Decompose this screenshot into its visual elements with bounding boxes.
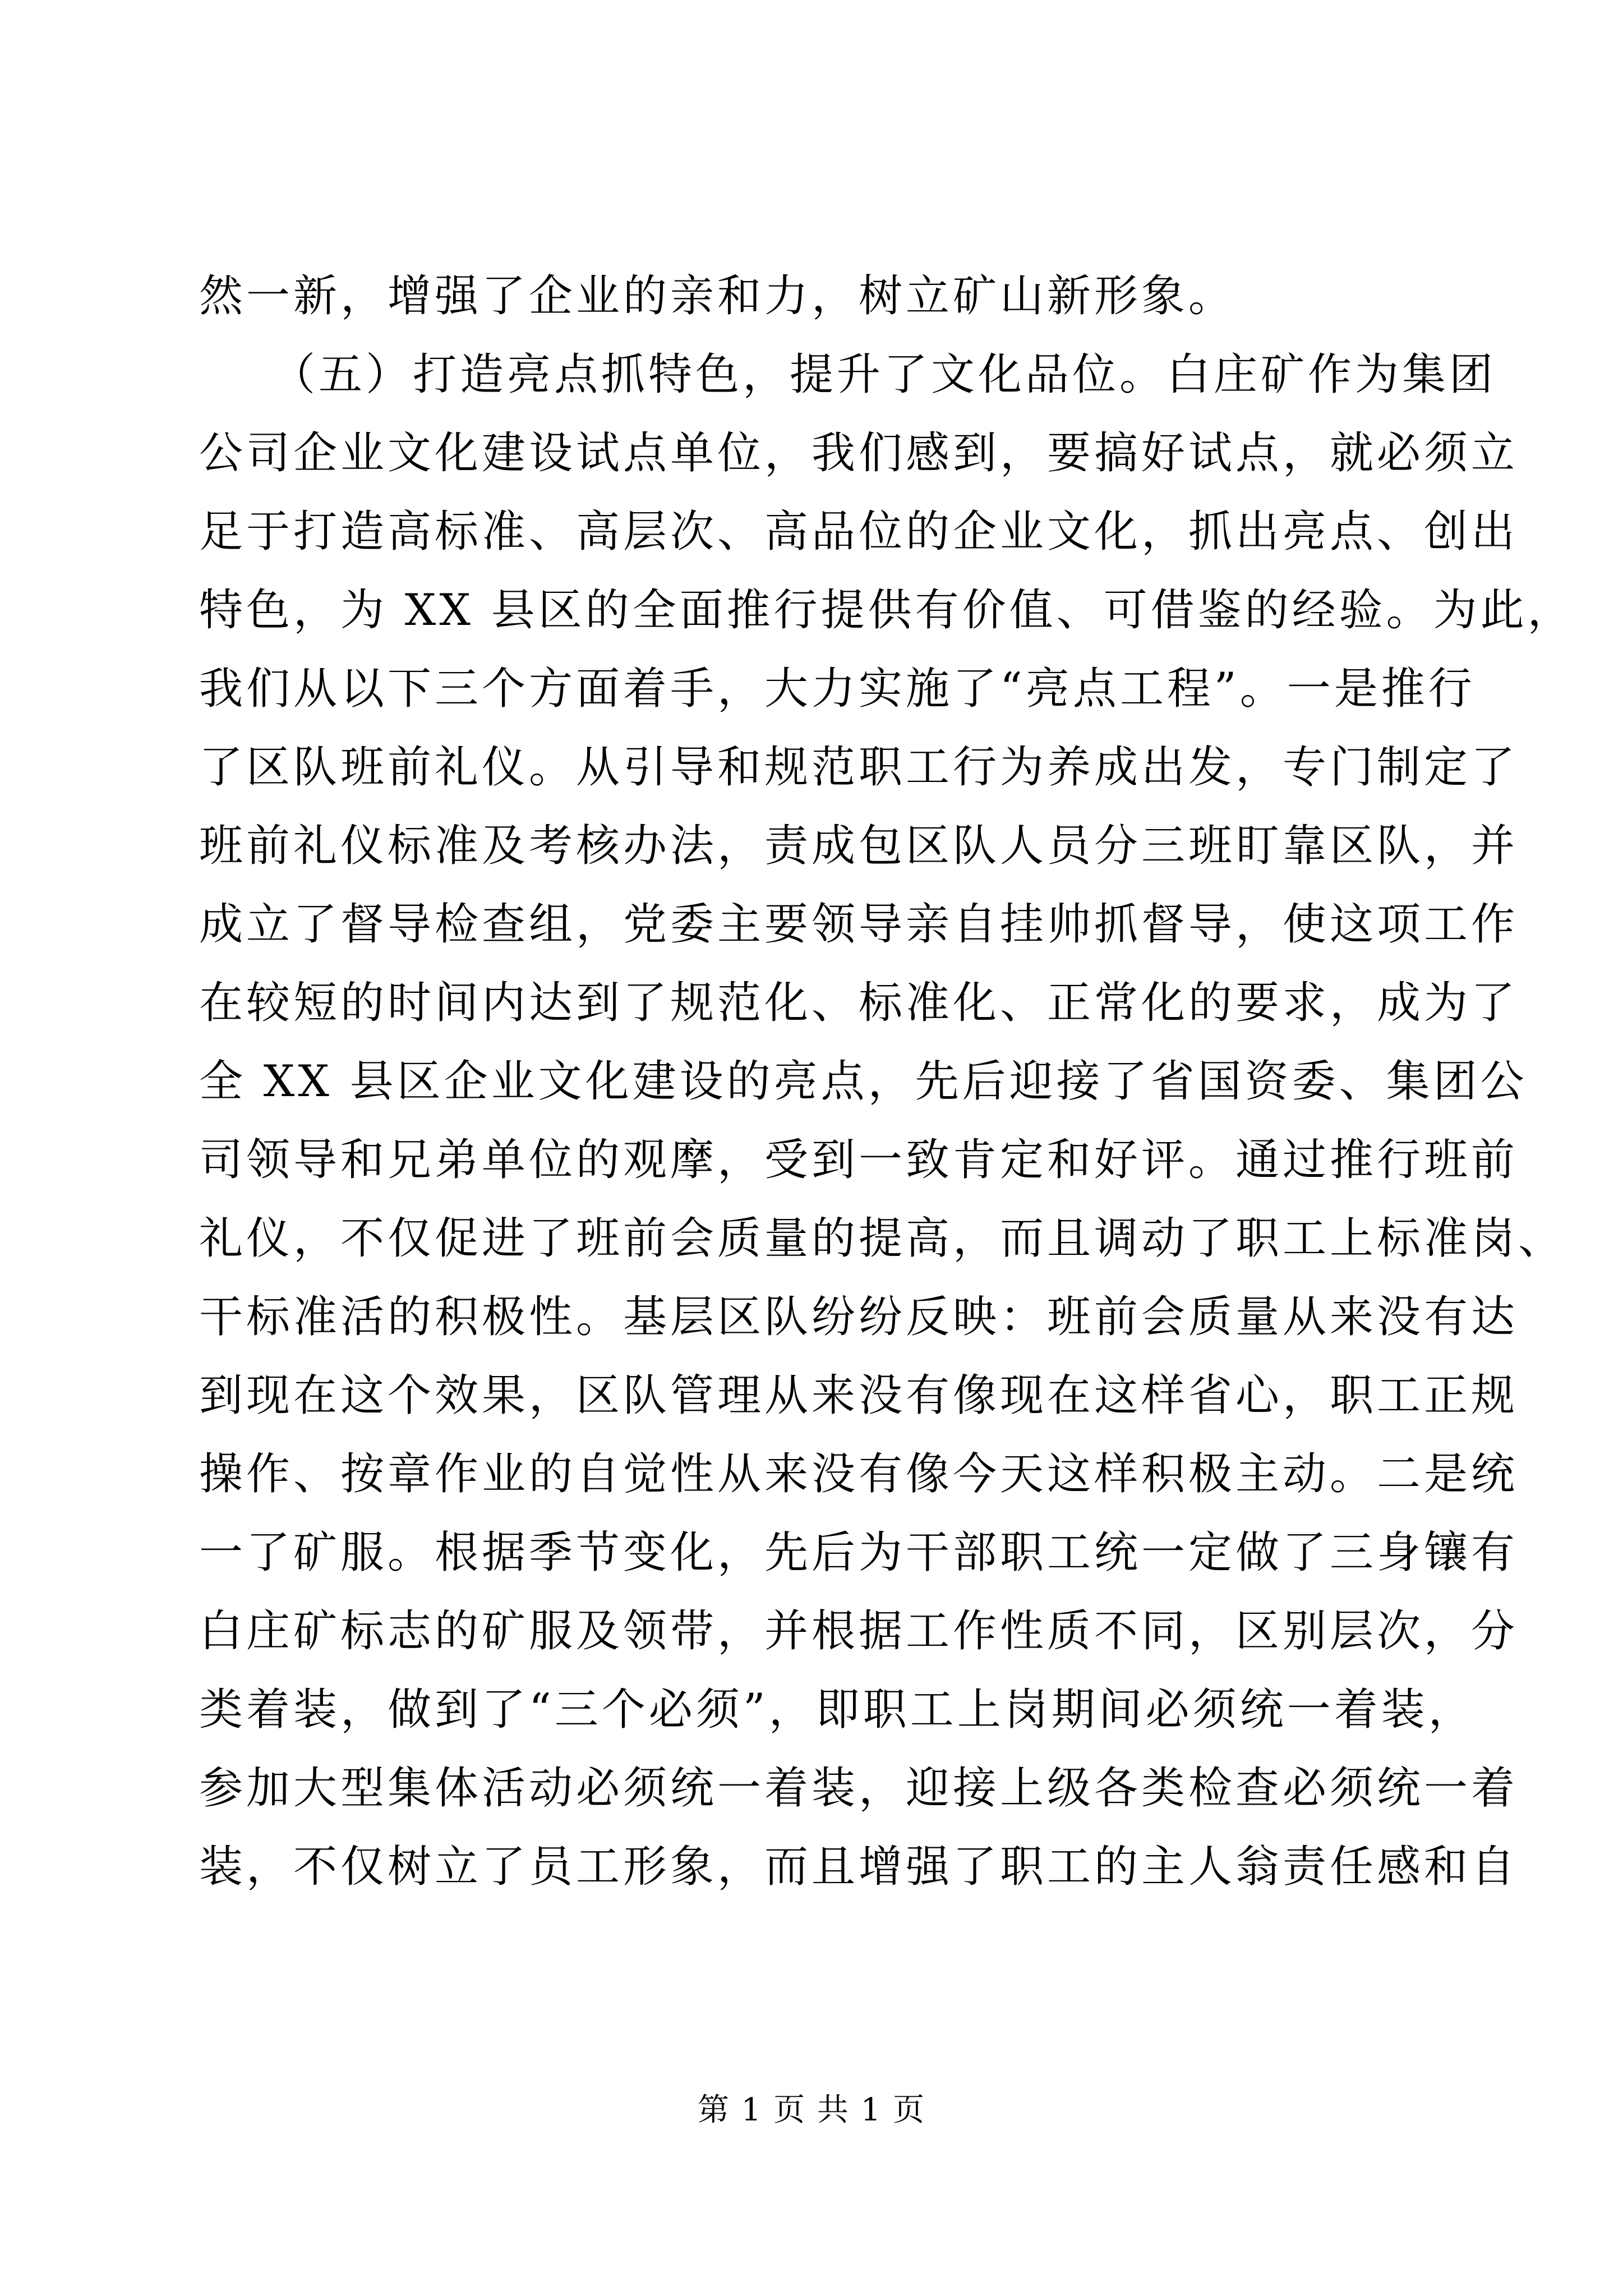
text-line-7: 了区队班前礼仪。从引导和规范职工行为养成出发，专门制定了 [199,742,1519,793]
text-line-4: 足于打造高标准、高层次、高品位的企业文化，抓出亮点、创出 [199,507,1519,557]
text-line-1: 然一新，增强了企业的亲和力，树立矿山新形象。 [199,271,1236,321]
text-line-9: 成立了督导检查组，党委主要领导亲自挂帅抓督导，使这项工作 [199,899,1519,950]
text-line-10: 在较短的时间内达到了规范化、标准化、正常化的要求，成为了 [199,978,1519,1028]
text-line-2: （五）打造亮点抓特色，提升了文化品位。白庄矿作为集团 [199,349,1497,400]
text-line-3: 公司企业文化建设试点单位，我们感到，要搞好试点，就必须立 [199,428,1519,478]
text-line-18: 白庄矿标志的矿服及领带，并根据工作性质不同，区别层次，分 [199,1606,1519,1657]
page-number-footer: 第 1 页 共 1 页 [697,2092,926,2128]
text-line-20: 参加大型集体活动必须统一着装，迎接上级各类检查必须统一着 [199,1763,1519,1814]
text-line-11: 全 XX 县区企业文化建设的亮点，先后迎接了省国资委、集团公 [199,1056,1528,1107]
body-text [199,257,1575,1906]
text-line-15: 到现在这个效果，区队管理从来没有像现在这样省心，职工正规 [199,1370,1519,1421]
text-line-21: 装，不仅树立了员工形象，而且增强了职工的主人翁责任感和自 [199,1842,1519,1892]
text-line-6: 我们从以下三个方面着手，大力实施了“亮点工程”。一是推行 [199,664,1476,714]
text-line-19: 类着装，做到了“三个必须”，即职工上岗期间必须统一着装， [199,1685,1476,1735]
text-line-17: 一了矿服。根据季节变化，先后为干部职工统一定做了三身镶有 [199,1527,1519,1578]
text-line-13: 礼仪，不仅促进了班前会质量的提高，而且调动了职工上标准岗、 [199,1213,1566,1264]
text-line-16: 操作、按章作业的自觉性从来没有像今天这样积极主动。二是统 [199,1449,1519,1499]
text-line-14: 干标准活的积极性。基层区队纷纷反映：班前会质量从来没有达 [199,1292,1519,1342]
text-line-12: 司领导和兄弟单位的观摩，受到一致肯定和好评。通过推行班前 [199,1135,1519,1185]
text-line-8: 班前礼仪标准及考核办法，责成包区队人员分三班盯靠区队，并 [199,821,1519,871]
text-line-5: 特色，为 XX 县区的全面推行提供有价值、可借鉴的经验。为此， [199,585,1575,636]
